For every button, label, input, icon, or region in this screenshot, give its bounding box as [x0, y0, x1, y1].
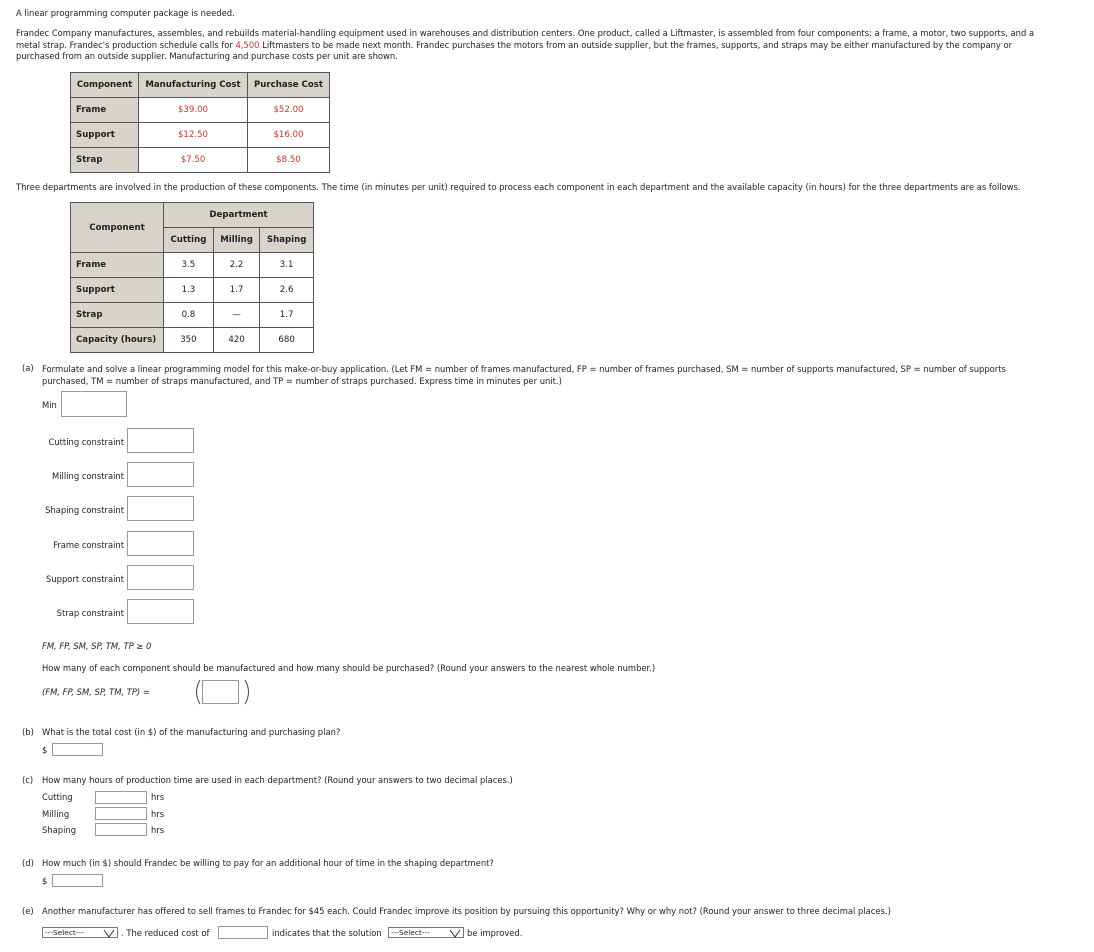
part-d-currency: $ — [42, 876, 48, 886]
right-paren-icon — [243, 678, 253, 706]
dept-cell: — — [213, 303, 259, 328]
shaping-hours-label: Shaping — [42, 825, 77, 835]
table-row — [71, 328, 314, 353]
part-a-letter: (a) — [22, 363, 34, 373]
support-constraint-input[interactable] — [127, 565, 194, 590]
part-e-text-2: indicates that the solution — [272, 928, 382, 938]
milling-hours-label: Milling — [42, 809, 70, 819]
cutting-hours-label: Cutting — [42, 792, 73, 802]
cost-header-mfg: Manufacturing Cost — [139, 73, 248, 98]
cost-header-purchase: Purchase Cost — [247, 73, 329, 98]
cost-cell: $12.50 — [139, 123, 248, 148]
milling-constraint-input[interactable] — [127, 462, 194, 487]
part-a-question — [42, 363, 1082, 387]
cost-cell: $39.00 — [139, 98, 248, 123]
part-b-question: What is the total cost (in $) of the manufacturing and purchasing plan? — [42, 727, 341, 737]
cutting-hours-unit: hrs — [151, 792, 165, 802]
improve-select-value: ---Select--- — [45, 928, 84, 937]
cost-cell: $52.00 — [247, 98, 329, 123]
part-c-letter: (c) — [22, 775, 34, 785]
dept-intro: Three departments are involved in the production of these components. The time (in minutes per unit) required to process each component in each department and the available capacity (in hours) for the three departments are as follows. — [16, 182, 1021, 192]
shaping-hour-value-input[interactable] — [52, 874, 103, 887]
part-e-text-1: . The reduced cost of — [121, 928, 210, 938]
dept-col-shaping: Shaping — [260, 228, 314, 253]
cutting-constraint-input[interactable] — [127, 428, 194, 453]
shaping-constraint-input[interactable] — [127, 496, 194, 521]
dept-cell: 3.5 — [164, 253, 214, 278]
dept-row-label: Frame — [71, 253, 164, 278]
dept-header-component: Component — [71, 203, 164, 253]
left-paren-icon — [192, 678, 202, 706]
cost-row-label: Strap — [71, 148, 139, 173]
cost-table — [70, 72, 330, 173]
dept-cell: 2.2 — [213, 253, 259, 278]
table-row — [71, 303, 314, 328]
table-row — [71, 253, 314, 278]
part-d-letter: (d) — [22, 858, 34, 868]
solution-select-value: ---Select--- — [391, 928, 430, 937]
shaping-constraint-label: Shaping constraint — [45, 505, 124, 515]
dept-cell: 350 — [164, 328, 214, 353]
objective-input[interactable] — [61, 391, 127, 417]
dept-cell: 420 — [213, 328, 259, 353]
frame-constraint-input[interactable] — [127, 531, 194, 556]
shaping-hours-unit: hrs — [151, 825, 165, 835]
table-row — [71, 98, 330, 123]
nonnegativity-text: FM, FP, SM, SP, TM, TP ≥ 0 — [42, 641, 152, 651]
reduced-cost-input[interactable] — [218, 926, 268, 939]
cutting-hours-input[interactable] — [95, 791, 147, 804]
milling-constraint-label: Milling constraint — [52, 471, 124, 481]
problem-line-2b: Liftmasters to be made next month. Frandec purchases the motors from an outside supplier, but the frames, supports, and straps may be either manufactured by the company or — [259, 39, 1013, 50]
table-row — [71, 278, 314, 303]
dept-row-label: Capacity (hours) — [71, 328, 164, 353]
dept-col-milling: Milling — [213, 228, 259, 253]
how-many-question: How many of each component should be manufactured and how many should be purchased? (Round your answers to the nearest whole number.) — [42, 663, 656, 673]
chevron-down-icon — [449, 929, 461, 938]
milling-hours-input[interactable] — [95, 807, 147, 820]
dept-cell: 0.8 — [164, 303, 214, 328]
strap-constraint-label: Strap constraint — [56, 608, 124, 618]
chevron-down-icon — [103, 929, 115, 938]
part-c-question: How many hours of production time are used in each department? (Round your answers to two decimal places.) — [42, 775, 513, 785]
problem-line-3: purchased from an outside supplier. Manufacturing and purchase costs per unit are shown. — [16, 51, 398, 61]
dept-header-department: Department — [164, 203, 314, 228]
part-d-question: How much (in $) should Frandec be willing to pay for an additional hour of time in the shaping department? — [42, 858, 494, 868]
tuple-label: (FM, FP, SM, SP, TM, TP) = — [42, 687, 150, 697]
cutting-constraint-label: Cutting constraint — [48, 437, 124, 447]
dept-cell: 2.6 — [260, 278, 314, 303]
dept-row-label: Strap — [71, 303, 164, 328]
cost-header-component: Component — [71, 73, 139, 98]
cost-cell: $7.50 — [139, 148, 248, 173]
part-e-letter: (e) — [22, 906, 34, 916]
strap-constraint-input[interactable] — [127, 599, 194, 624]
milling-hours-unit: hrs — [151, 809, 165, 819]
problem-line-1: Frandec Company manufactures, assembles, and rebuilds material-handling equipment used in warehouses and distribution centers. One product, called a Liftmaster, is assembled from four components: a frame, a motor, two supports, and a — [16, 28, 1035, 38]
problem-line-2a: metal strap. Frandec's production schedule calls for — [16, 39, 236, 50]
part-a-question-line-2: purchased, TM = number of straps manufactured, and TP = number of straps purchased. Express time in minutes per unit.) — [42, 376, 562, 386]
tuple-input[interactable] — [202, 680, 239, 704]
liftmaster-count: 4,500 — [235, 39, 260, 50]
frame-constraint-label: Frame constraint — [53, 540, 124, 550]
problem-statement — [16, 28, 1086, 63]
improve-select[interactable] — [42, 927, 118, 938]
cost-row-label: Support — [71, 123, 139, 148]
part-e-question: Another manufacturer has offered to sell frames to Frandec for $45 each. Could Frandec improve its position by pursuing this opportunity? Why or why not? (Round your answer to three decimal places.) — [42, 906, 891, 916]
part-b-letter: (b) — [22, 727, 34, 737]
part-a-question-line-1: Formulate and solve a linear programming model for this make-or-buy application. (Let FM = number of frames manufactured, FP = number of frames purchased, SM = number of supports manufactured, SP = number of supports — [42, 364, 1006, 374]
part-e-text-3: be improved. — [467, 928, 523, 938]
dept-cell: 680 — [260, 328, 314, 353]
dept-col-cutting: Cutting — [164, 228, 214, 253]
dept-cell: 1.7 — [213, 278, 259, 303]
dept-cell: 1.3 — [164, 278, 214, 303]
min-label: Min — [42, 400, 57, 410]
intro-text: A linear programming computer package is needed. — [16, 8, 235, 18]
dept-cell: 1.7 — [260, 303, 314, 328]
dept-table — [70, 202, 314, 353]
shaping-hours-input[interactable] — [95, 823, 147, 836]
solution-select[interactable] — [388, 927, 464, 938]
cost-row-label: Frame — [71, 98, 139, 123]
cost-cell: $16.00 — [247, 123, 329, 148]
table-row — [71, 123, 330, 148]
support-constraint-label: Support constraint — [46, 574, 124, 584]
cost-cell: $8.50 — [247, 148, 329, 173]
total-cost-input[interactable] — [52, 743, 103, 756]
problem-line-2 — [16, 40, 1086, 52]
dept-row-label: Support — [71, 278, 164, 303]
table-row — [71, 148, 330, 173]
dept-cell: 3.1 — [260, 253, 314, 278]
part-b-currency: $ — [42, 745, 48, 755]
